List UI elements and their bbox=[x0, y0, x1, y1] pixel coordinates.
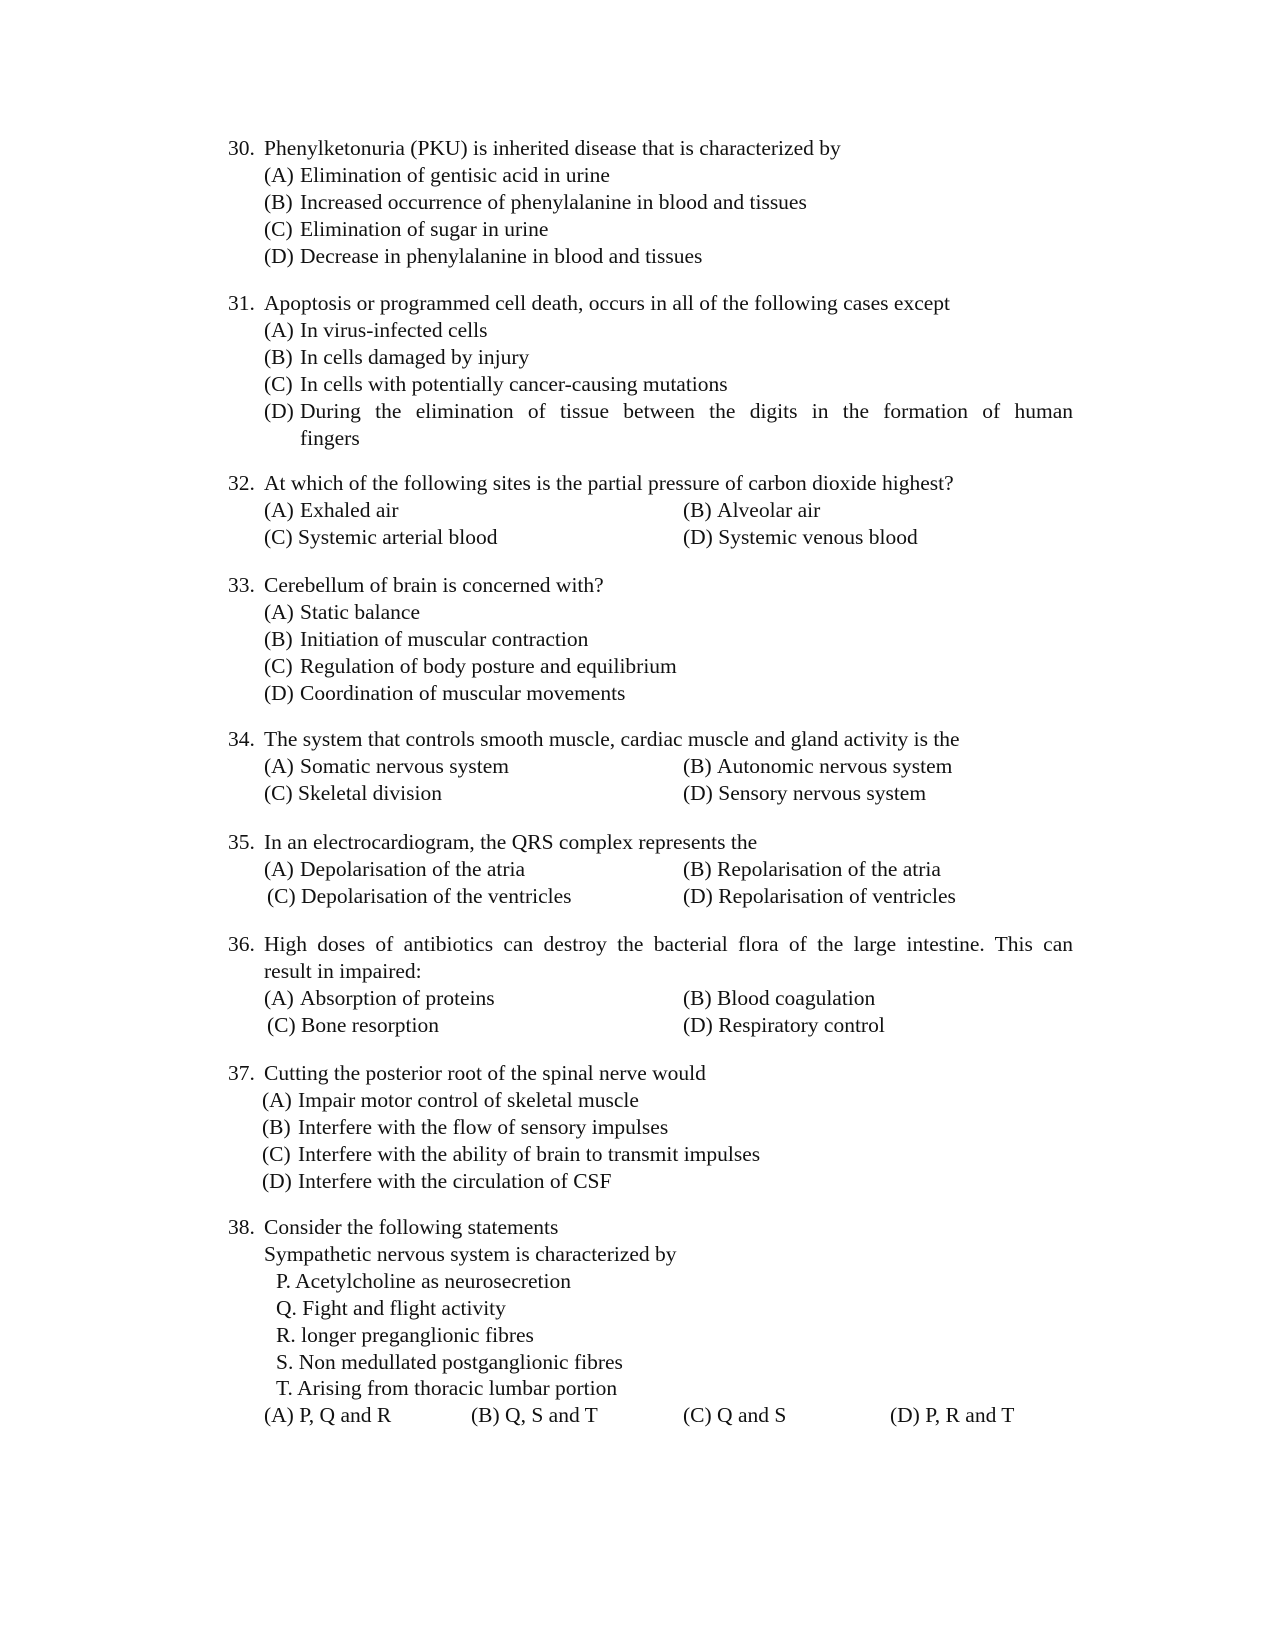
option-label: (C) bbox=[264, 653, 293, 678]
option-text: During the elimination of tissue between the digits in the formation of human bbox=[300, 398, 1073, 423]
question-subtext: Sympathetic nervous system is characterized by bbox=[264, 1241, 677, 1266]
option-text: In cells with potentially cancer-causing mutations bbox=[300, 371, 728, 396]
question-33 bbox=[228, 572, 1073, 707]
question-text: Phenylketonuria (PKU) is inherited disease that is characterized by bbox=[264, 136, 841, 160]
option-text: Coordination of muscular movements bbox=[300, 680, 626, 705]
option-text: Alveolar air bbox=[717, 497, 821, 522]
question-number: 33. bbox=[228, 573, 255, 597]
option-label: (C) bbox=[264, 216, 293, 241]
option-text: Absorption of proteins bbox=[300, 985, 495, 1010]
question-text: The system that controls smooth muscle, cardiac muscle and gland activity is the bbox=[264, 727, 960, 751]
option-text: Decrease in phenylalanine in blood and tissues bbox=[300, 243, 703, 268]
statement-s: S. Non medullated postganglionic fibres bbox=[276, 1349, 623, 1374]
option-text: Q and S bbox=[717, 1403, 787, 1428]
option-text: In cells damaged by injury bbox=[300, 344, 530, 369]
option-label: (B) bbox=[264, 626, 293, 651]
option-c bbox=[264, 216, 1073, 243]
option-a bbox=[264, 162, 1073, 189]
question-34 bbox=[228, 726, 1073, 807]
question-number: 35. bbox=[228, 830, 255, 854]
statement-p: P. Acetylcholine as neurosecretion bbox=[276, 1268, 571, 1293]
option-d bbox=[264, 680, 1073, 707]
option-d bbox=[262, 1168, 1073, 1195]
option-label: (C) bbox=[264, 524, 293, 549]
option-text: Systemic arterial blood bbox=[298, 524, 498, 549]
option-text: Bone resorption bbox=[301, 1012, 439, 1037]
option-text: In virus-infected cells bbox=[300, 317, 488, 342]
option-c bbox=[683, 1402, 890, 1429]
option-d bbox=[264, 243, 1073, 270]
statement-q: Q. Fight and flight activity bbox=[276, 1295, 506, 1320]
question-37 bbox=[228, 1060, 1073, 1195]
option-label: (B) bbox=[683, 856, 712, 881]
question-36 bbox=[228, 931, 1073, 1039]
option-label: (A) bbox=[264, 317, 294, 342]
question-text: Apoptosis or programmed cell death, occurs in all of the following cases except bbox=[264, 291, 951, 315]
option-d bbox=[683, 780, 926, 807]
option-label: (C) bbox=[264, 371, 293, 396]
option-text: Interfere with the circulation of CSF bbox=[298, 1168, 612, 1193]
question-text: Cutting the posterior root of the spinal nerve would bbox=[264, 1061, 706, 1085]
option-label: (D) bbox=[890, 1403, 920, 1428]
option-b bbox=[683, 856, 941, 883]
option-label: (D) bbox=[264, 680, 294, 705]
option-label: (B) bbox=[264, 344, 293, 369]
option-b bbox=[264, 189, 1073, 216]
option-text: Static balance bbox=[300, 599, 420, 624]
option-d bbox=[264, 398, 1073, 425]
option-label: (D) bbox=[683, 883, 713, 908]
option-text: Sensory nervous system bbox=[718, 780, 927, 805]
question-text: High doses of antibiotics can destroy the bacterial flora of the large intestine. This can bbox=[264, 932, 1073, 956]
option-text: Skeletal division bbox=[298, 780, 442, 805]
option-text: Q, S and T bbox=[505, 1403, 598, 1428]
option-label: (C) bbox=[683, 1403, 712, 1428]
option-label: (A) bbox=[262, 1087, 292, 1112]
option-label: (D) bbox=[264, 243, 294, 268]
option-b bbox=[264, 626, 1073, 653]
option-label: (C) bbox=[267, 1012, 296, 1037]
option-a bbox=[264, 317, 1073, 344]
question-number: 38. bbox=[228, 1215, 255, 1239]
question-text: Consider the following statements bbox=[264, 1215, 559, 1239]
option-text: fingers bbox=[300, 425, 360, 450]
option-a bbox=[264, 1402, 471, 1429]
option-a bbox=[262, 1087, 1073, 1114]
question-38 bbox=[228, 1214, 1073, 1429]
option-c bbox=[264, 1012, 683, 1039]
option-label: (B) bbox=[262, 1114, 291, 1139]
option-label: (C) bbox=[264, 780, 293, 805]
option-text: P, R and T bbox=[925, 1403, 1015, 1428]
option-text: Depolarisation of the atria bbox=[300, 856, 526, 881]
option-label: (A) bbox=[264, 599, 294, 624]
option-text: Depolarisation of the ventricles bbox=[301, 883, 572, 908]
option-label: (B) bbox=[683, 753, 712, 778]
option-text: Regulation of body posture and equilibrium bbox=[300, 653, 677, 678]
question-number: 32. bbox=[228, 471, 255, 495]
option-label: (B) bbox=[683, 497, 712, 522]
option-text: Repolarisation of the atria bbox=[717, 856, 941, 881]
question-35 bbox=[228, 829, 1073, 910]
option-text: Somatic nervous system bbox=[300, 753, 510, 778]
option-label: (A) bbox=[264, 162, 294, 187]
option-label: (D) bbox=[262, 1168, 292, 1193]
question-text-continued: result in impaired: bbox=[264, 958, 422, 983]
option-text: Elimination of gentisic acid in urine bbox=[300, 162, 610, 187]
statement-t: T. Arising from thoracic lumbar portion bbox=[276, 1376, 618, 1401]
option-d bbox=[890, 1402, 1014, 1429]
option-label: (A) bbox=[264, 497, 294, 522]
option-text: Impair motor control of skeletal muscle bbox=[298, 1087, 639, 1112]
option-b bbox=[683, 985, 875, 1012]
option-text: Respiratory control bbox=[718, 1012, 885, 1037]
option-text: Interfere with the ability of brain to transmit impulses bbox=[298, 1141, 761, 1166]
option-text: Exhaled air bbox=[300, 497, 399, 522]
option-text: Autonomic nervous system bbox=[717, 753, 953, 778]
question-32 bbox=[228, 470, 1073, 551]
option-c bbox=[262, 1141, 1073, 1168]
option-b bbox=[683, 497, 820, 524]
question-text: In an electrocardiogram, the QRS complex represents the bbox=[264, 830, 758, 854]
option-label: (C) bbox=[262, 1141, 291, 1166]
option-label: (D) bbox=[683, 524, 713, 549]
option-label: (A) bbox=[264, 1403, 294, 1428]
option-d bbox=[683, 524, 918, 551]
option-label: (A) bbox=[264, 856, 294, 881]
option-a bbox=[264, 753, 683, 780]
option-text: Interfere with the flow of sensory impulses bbox=[298, 1114, 669, 1139]
option-a bbox=[264, 856, 683, 883]
option-text: Blood coagulation bbox=[717, 985, 876, 1010]
option-c bbox=[264, 371, 1073, 398]
option-label: (D) bbox=[683, 1012, 713, 1037]
question-number: 36. bbox=[228, 932, 255, 956]
option-c bbox=[264, 653, 1073, 680]
option-b bbox=[471, 1402, 683, 1429]
question-text: At which of the following sites is the partial pressure of carbon dioxide highest? bbox=[264, 471, 954, 495]
option-text: Elimination of sugar in urine bbox=[300, 216, 549, 241]
question-number: 37. bbox=[228, 1061, 255, 1085]
option-label: (D) bbox=[264, 398, 294, 423]
option-b bbox=[264, 344, 1073, 371]
option-d bbox=[683, 1012, 885, 1039]
option-d bbox=[683, 883, 956, 910]
option-label: (B) bbox=[471, 1403, 500, 1428]
option-text: Systemic venous blood bbox=[718, 524, 918, 549]
option-label: (A) bbox=[264, 985, 294, 1010]
question-31 bbox=[228, 290, 1073, 451]
statement-r: R. longer preganglionic fibres bbox=[276, 1322, 534, 1347]
option-a bbox=[264, 985, 683, 1012]
option-label: (B) bbox=[683, 985, 712, 1010]
question-30 bbox=[228, 135, 1073, 270]
question-text: Cerebellum of brain is concerned with? bbox=[264, 573, 604, 597]
option-text: Repolarisation of ventricles bbox=[718, 883, 956, 908]
option-label: (D) bbox=[683, 780, 713, 805]
option-b bbox=[683, 753, 952, 780]
option-d-continued bbox=[264, 425, 1073, 452]
question-number: 31. bbox=[228, 291, 255, 315]
question-number: 30. bbox=[228, 136, 255, 160]
option-label: (B) bbox=[264, 189, 293, 214]
option-label: (A) bbox=[264, 753, 294, 778]
question-number: 34. bbox=[228, 727, 255, 751]
option-c bbox=[264, 524, 683, 551]
option-label: (C) bbox=[267, 883, 296, 908]
option-a bbox=[264, 599, 1073, 626]
option-c bbox=[264, 780, 683, 807]
option-text: P, Q and R bbox=[299, 1403, 392, 1428]
option-b bbox=[262, 1114, 1073, 1141]
option-text: Increased occurrence of phenylalanine in blood and tissues bbox=[300, 189, 807, 214]
option-text: Initiation of muscular contraction bbox=[300, 626, 589, 651]
option-a bbox=[264, 497, 683, 524]
option-c bbox=[264, 883, 683, 910]
